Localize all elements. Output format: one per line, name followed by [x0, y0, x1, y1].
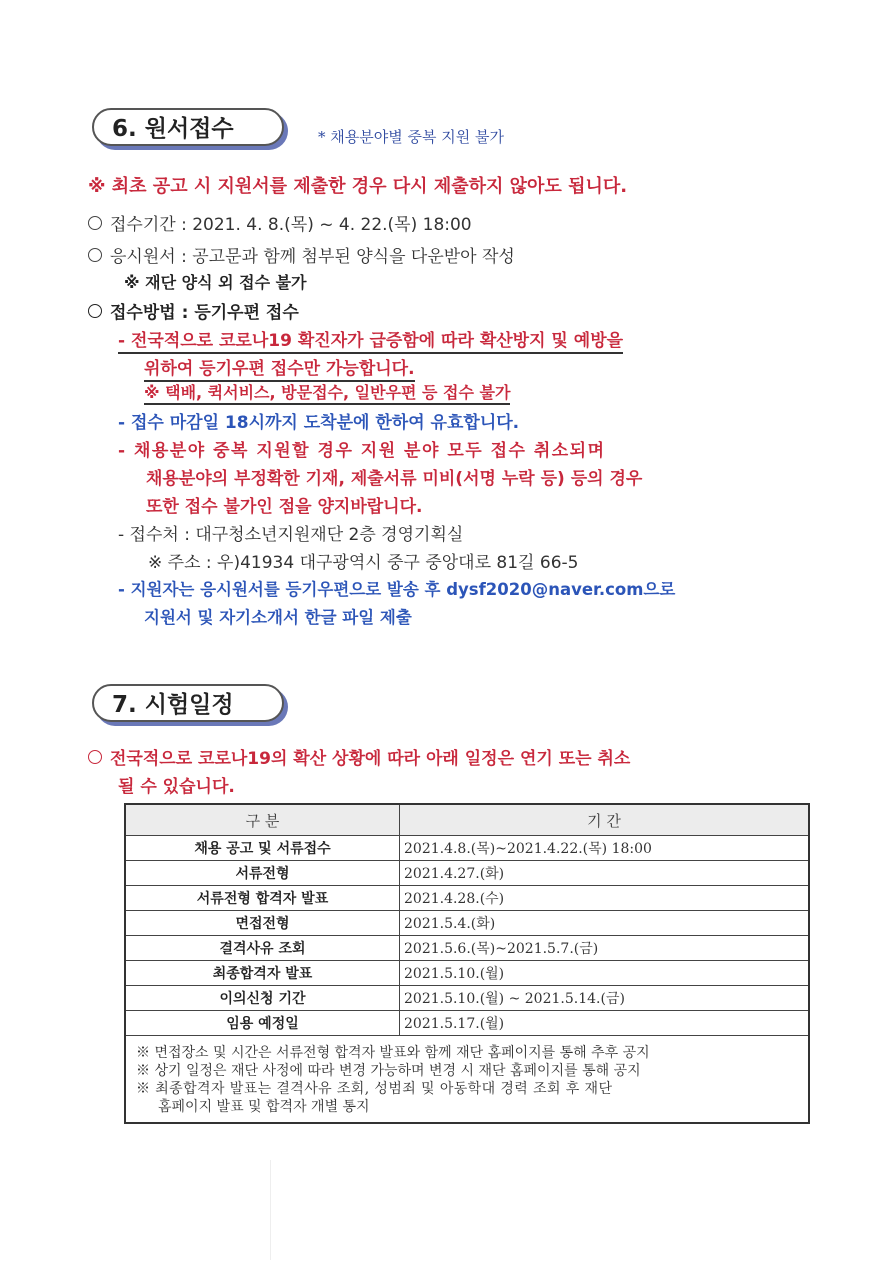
row-label: 결격사유 조회 — [125, 936, 400, 961]
row-period: 2021.5.17.(월) — [400, 1011, 810, 1036]
schedule-intro-line1-text: 전국적으로 코로나19의 확산 상황에 따라 아래 일정은 연기 또는 취소 — [110, 749, 631, 769]
table-row — [125, 911, 809, 936]
office-address: ※ 주소 : 우)41934 대구광역시 중구 중앙대로 81길 66-5 — [148, 553, 579, 573]
row-period: 2021.5.10.(월) — [400, 961, 810, 986]
email-instruction-line2: 지원서 및 자기소개서 한글 파일 제출 — [144, 608, 412, 627]
scan-artifact-line — [270, 1160, 271, 1260]
section-6-title: 6. 원서접수 — [92, 108, 284, 146]
table-notes-row — [125, 1036, 809, 1124]
duplicate-cancel-line3: 또한 접수 불가인 점을 양지바랍니다. — [146, 497, 423, 517]
row-period: 2021.5.6.(목)~2021.5.7.(금) — [400, 936, 810, 961]
section-7-title: 7. 시험일정 — [92, 684, 284, 722]
header-period: 기 간 — [400, 804, 810, 836]
note-final-announcement-cont: 홈페이지 발표 및 합격자 개별 통지 — [158, 1099, 370, 1115]
row-period: 2021.5.10.(월) ~ 2021.5.14.(금) — [400, 986, 810, 1011]
circle-bullet-icon — [88, 216, 102, 230]
table-header-row — [125, 804, 809, 836]
table-row — [125, 861, 809, 886]
table-row — [125, 1011, 809, 1036]
row-period: 2021.4.27.(화) — [400, 861, 810, 886]
application-period — [88, 210, 472, 235]
table-row — [125, 936, 809, 961]
covid-notice-line2-text: 위하여 등기우편 접수만 가능합니다. — [144, 359, 415, 382]
resubmit-warning: ※ 최초 공고 시 지원서를 제출한 경우 다시 제출하지 않아도 됩니다. — [88, 176, 628, 197]
circle-bullet-icon — [88, 304, 102, 318]
duplicate-note: * 채용분야별 중복 지원 불가 — [318, 128, 504, 146]
application-period-text: 접수기간 : 2021. 4. 8.(목) ~ 4. 22.(목) 18:00 — [110, 215, 472, 235]
row-label: 서류전형 합격자 발표 — [125, 886, 400, 911]
schedule-table — [124, 803, 810, 1124]
note-final-announcement: ※ 최종합격자 발표는 결격사유 조회, 성범죄 및 아동학대 경력 조회 후 재단 — [136, 1081, 613, 1097]
schedule-intro-line1 — [88, 744, 630, 769]
duplicate-cancel-line1: - 채용분야 중복 지원할 경우 지원 분야 모두 접수 취소되며 — [118, 441, 606, 461]
covid-notice-line2 — [144, 354, 415, 379]
email-instruction-line1: - 지원자는 응시원서를 등기우편으로 발송 후 dysf2020@naver.com으로 — [118, 580, 676, 599]
note-schedule-change: ※ 상기 일정은 재단 사정에 따라 변경 가능하며 변경 시 재단 홈페이지를 통해 공지 — [136, 1063, 641, 1079]
note-interview: ※ 면접장소 및 시간은 서류전형 합격자 발표와 함께 재단 홈페이지를 통해 추후 공지 — [136, 1045, 650, 1061]
table-row — [125, 836, 809, 861]
schedule-intro-line2: 될 수 있습니다. — [118, 777, 235, 797]
row-label: 최종합격자 발표 — [125, 961, 400, 986]
table-row — [125, 961, 809, 986]
covid-notice-line3-text: ※ 택배, 퀵서비스, 방문접수, 일반우편 등 접수 불가 — [144, 383, 510, 405]
covid-notice-line1-text: - 전국적으로 코로나19 확진자가 급증함에 따라 확산방지 및 예방을 — [118, 331, 623, 354]
row-label: 채용 공고 및 서류접수 — [125, 836, 400, 861]
application-form-text: 응시원서 : 공고문과 함께 첨부된 양식을 다운받아 작성 — [110, 247, 515, 267]
submission-method-text: 접수방법 : 등기우편 접수 — [110, 303, 299, 323]
row-period: 2021.4.8.(목)~2021.4.22.(목) 18:00 — [400, 836, 810, 861]
office-location: - 접수처 : 대구청소년지원재단 2층 경영기획실 — [118, 525, 464, 545]
circle-bullet-icon — [88, 248, 102, 262]
submission-method — [88, 298, 299, 323]
foundation-form-note: ※ 재단 양식 외 접수 불가 — [124, 273, 307, 292]
table-row — [125, 886, 809, 911]
deadline-notice: - 접수 마감일 18시까지 도착분에 한하여 유효합니다. — [118, 413, 520, 433]
row-period: 2021.4.28.(수) — [400, 886, 810, 911]
row-label: 임용 예정일 — [125, 1011, 400, 1036]
application-form — [88, 242, 515, 267]
duplicate-cancel-line2: 채용분야의 부정확한 기재, 제출서류 미비(서명 누락 등) 등의 경우 — [146, 469, 643, 489]
row-label: 이의신청 기간 — [125, 986, 400, 1011]
table-notes — [125, 1036, 809, 1124]
table-row — [125, 986, 809, 1011]
row-label: 면접전형 — [125, 911, 400, 936]
covid-notice-line3 — [144, 380, 510, 403]
header-category: 구 분 — [125, 804, 400, 836]
covid-notice-line1 — [118, 326, 623, 351]
row-period: 2021.5.4.(화) — [400, 911, 810, 936]
circle-bullet-icon — [88, 750, 102, 764]
row-label: 서류전형 — [125, 861, 400, 886]
